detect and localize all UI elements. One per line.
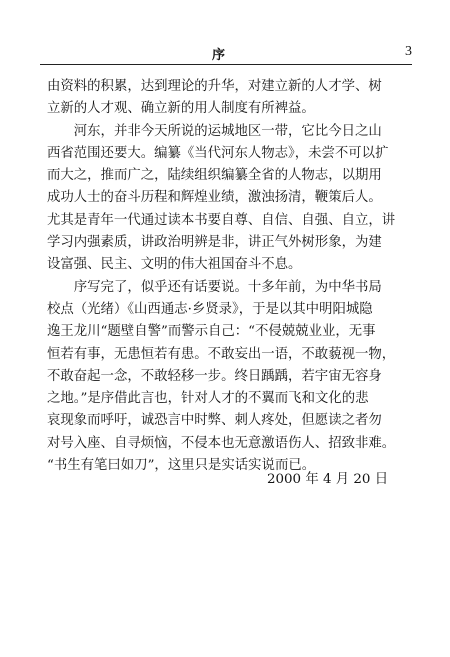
text-line: 由资料的积累，达到理论的升华，对建立新的人才学、树: [47, 79, 382, 94]
date-line: 2000 年 4 月 20 日: [267, 472, 389, 487]
text-line: 对号入座、自寻烦恼，不侵本也无意激语伤人、招致非难。: [47, 435, 396, 451]
text-line: 校点（光绪）《山西通志·乡贤录》，于是以其中明阳城隐: [47, 301, 373, 317]
text-line: 哀现象而呼吁，诚恐言中时弊、刺人疼处，但愿读之者勿: [47, 413, 382, 429]
text-line: 学习内强素质，讲政治明辨是非，讲正气外树形象，为建: [47, 235, 382, 251]
text-line: 河东，并非今天所说的运城地区一带，它比今日之山: [47, 123, 382, 139]
text-line: 立新的人才观、确立新的用人制度有所裨益。: [47, 101, 315, 117]
text-line: “书生有笔曰如刀”，这里只是实话实说而已。: [47, 458, 316, 474]
text-line: 西省范围还要大。编纂《当代河东人物志》，未尝不可以扩: [47, 145, 389, 161]
text-line: 不敢奋起一念，不敢轻移一步。终日踽踽，若宇宙无容身: [47, 368, 382, 384]
paragraph-2: [47, 121, 412, 277]
text-line: 成功人士的奋斗历程和辉煌业绩，激浊扬清，鞭策后人。: [47, 190, 382, 206]
page-header: [0, 0, 450, 64]
text-line: 逸王龙川“题壁自警”而警示自己：“不侵兢兢业业，无事: [47, 324, 376, 340]
text-line: 序写完了，似乎还有话要说。十多年前，为中华书局: [47, 279, 382, 295]
text-line: 之地。”是序借此言也，针对人才的不翼而飞和文化的悲: [47, 391, 369, 407]
text-line: 设富强、民主、文明的伟大祖国奋斗不息。: [47, 257, 302, 273]
body-text: [47, 76, 412, 477]
text-line: 恒若有事，无患恒若有患。不敢妄出一语，不敢藐视一物，: [47, 346, 396, 362]
page-number: 3: [405, 44, 412, 59]
text-line: 而大之，推而广之，陆续组织编纂全省的人物志，以期用: [47, 168, 382, 184]
paragraph-3: [47, 277, 412, 478]
paragraph-1: [47, 76, 412, 121]
header-title: 序: [212, 48, 228, 63]
header-rule: [40, 64, 412, 65]
text-line: 尤其是青年一代通过读本书要自尊、自信、自强、自立，讲: [47, 212, 396, 228]
